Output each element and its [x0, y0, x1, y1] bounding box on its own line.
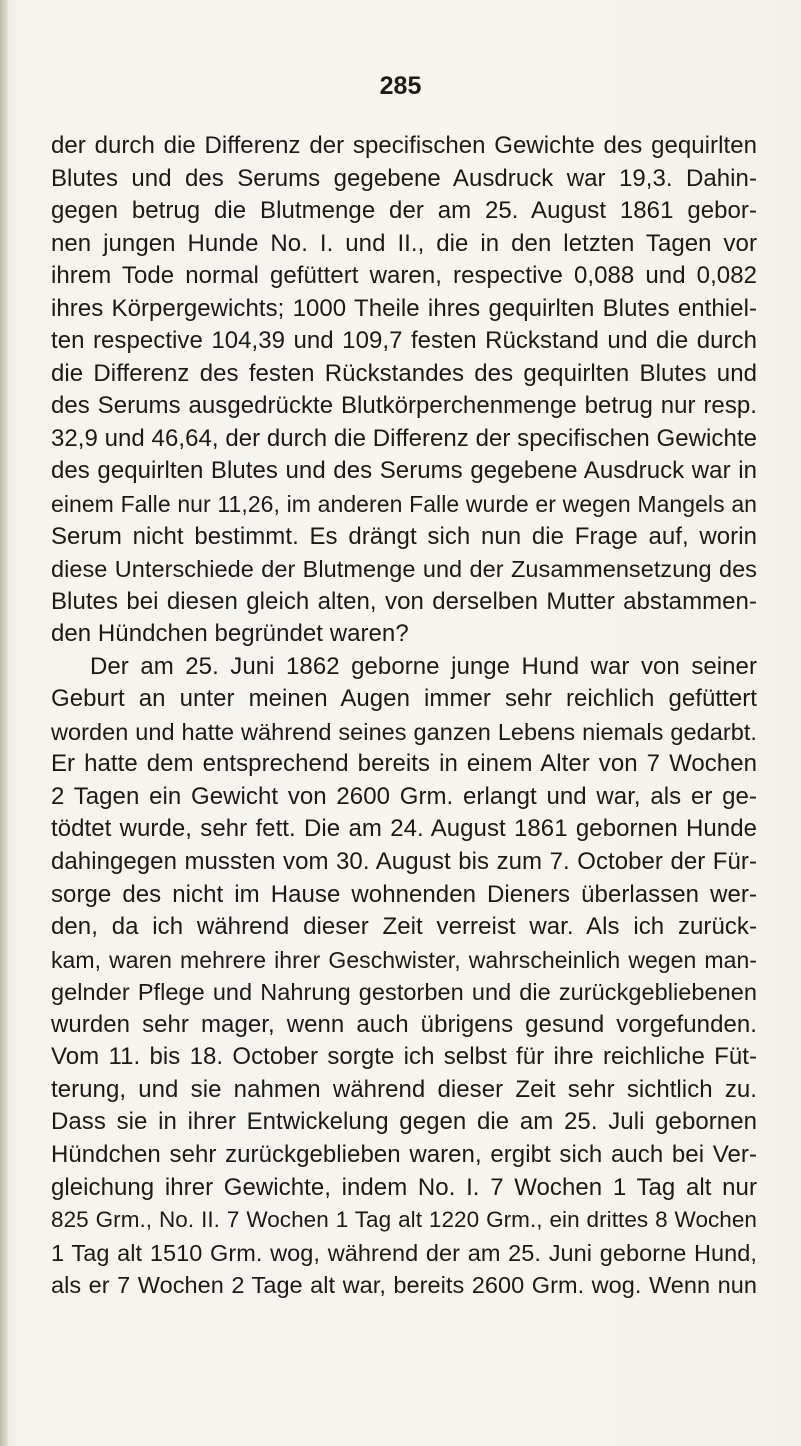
text-line: tödtet wurde, sehr fett. Die am 24. August 1861 gebornen Hunde: [51, 815, 757, 843]
text-line: wurden sehr mager, wenn auch übrigens gesund vorgefunden.: [51, 1010, 757, 1038]
text-line: kam, waren mehrere ihrer Geschwister, wahrscheinlich wegen man-: [51, 946, 757, 973]
text-line: Dass sie in ihrer Entwickelung gegen die am 25. Juli gebornen: [51, 1108, 757, 1136]
text-line: 32,9 und 46,64, der durch die Differenz der specifischen Gewichte: [51, 424, 757, 452]
text-line: sorge des nicht im Hause wohnenden Dieners überlassen wer-: [51, 880, 757, 908]
text-line: Blutes und des Serums gegebene Ausdruck war 19,3. Dahin-: [51, 164, 757, 192]
paragraph-start-line: Der am 25. Juni 1862 geborne junge Hund war von seiner: [90, 652, 757, 680]
text-line: Serum nicht bestimmt. Es drängt sich nun die Frage auf, worin: [51, 522, 757, 550]
text-line: ten respective 104,39 und 109,7 festen Rückstand und die durch: [51, 327, 757, 355]
paragraph-end-line: den Hündchen begründet waren?: [51, 620, 409, 648]
text-line: den, da ich während dieser Zeit verreist war. Als ich zurück-: [51, 913, 757, 941]
text-line: 825 Grm., No. II. 7 Wochen 1 Tag alt 1220 Grm., ein drittes 8 Wochen: [51, 1207, 757, 1233]
text-line: diese Unterschiede der Blutmenge und der Zusammensetzung des: [51, 556, 757, 583]
text-line: Er hatte dem entsprechend bereits in einem Alter von 7 Wochen: [51, 750, 757, 778]
text-line: die Differenz des festen Rückstandes des gequirlten Blutes und: [51, 359, 757, 387]
text-line: gegen betrug die Blutmenge der am 25. August 1861 gebor-: [51, 197, 757, 225]
text-line: gelnder Pflege und Nahrung gestorben und die zurückgebliebenen: [51, 979, 757, 1006]
text-line: Hündchen sehr zurückgeblieben waren, ergibt sich auch bei Ver-: [51, 1140, 757, 1168]
body-text: [51, 130, 757, 1302]
text-line: gleichung ihrer Gewichte, indem No. I. 7 Wochen 1 Tag alt nur: [51, 1173, 757, 1201]
text-line: nen jungen Hunde No. I. und II., die in den letzten Tagen vor: [51, 229, 757, 257]
page-number: 285: [379, 72, 422, 100]
text-line: Geburt an unter meinen Augen immer sehr reichlich gefüttert: [51, 685, 757, 713]
page-binding-edge: [0, 0, 8, 1446]
text-line: dahingegen mussten vom 30. August bis zum 7. October der Für-: [51, 848, 757, 876]
text-line: 2 Tagen ein Gewicht von 2600 Grm. erlangt und war, als er ge-: [51, 782, 757, 810]
text-line: als er 7 Wochen 2 Tage alt war, bereits 2600 Grm. wog. Wenn nun: [51, 1272, 757, 1299]
text-line: der durch die Differenz der specifischen Gewichte des gequirlten: [51, 132, 757, 159]
text-line: 1 Tag alt 1510 Grm. wog, während der am 25. Juni geborne Hund,: [51, 1239, 757, 1266]
text-line: einem Falle nur 11,26, im anderen Falle wurde er wegen Mangels an: [51, 491, 757, 518]
text-line: ihres Körpergewichts; 1000 Theile ihres gequirlten Blutes enthiel-: [51, 294, 757, 322]
text-line: des Serums ausgedrückte Blutkörperchenmenge betrug nur resp.: [51, 392, 757, 420]
text-line: worden und hatte während seines ganzen Lebens niemals gedarbt.: [51, 718, 757, 745]
text-line: ihrem Tode normal gefüttert waren, respective 0,088 und 0,082: [51, 262, 757, 290]
text-line: des gequirlten Blutes und des Serums gegebene Ausdruck war in: [51, 457, 757, 485]
text-line: terung, und sie nahmen während dieser Zeit sehr sichtlich zu.: [51, 1075, 757, 1103]
text-line: Vom 11. bis 18. October sorgte ich selbst für ihre reichliche Füt-: [51, 1043, 757, 1071]
text-line: Blutes bei diesen gleich alten, von derselben Mutter abstammen-: [51, 587, 757, 615]
